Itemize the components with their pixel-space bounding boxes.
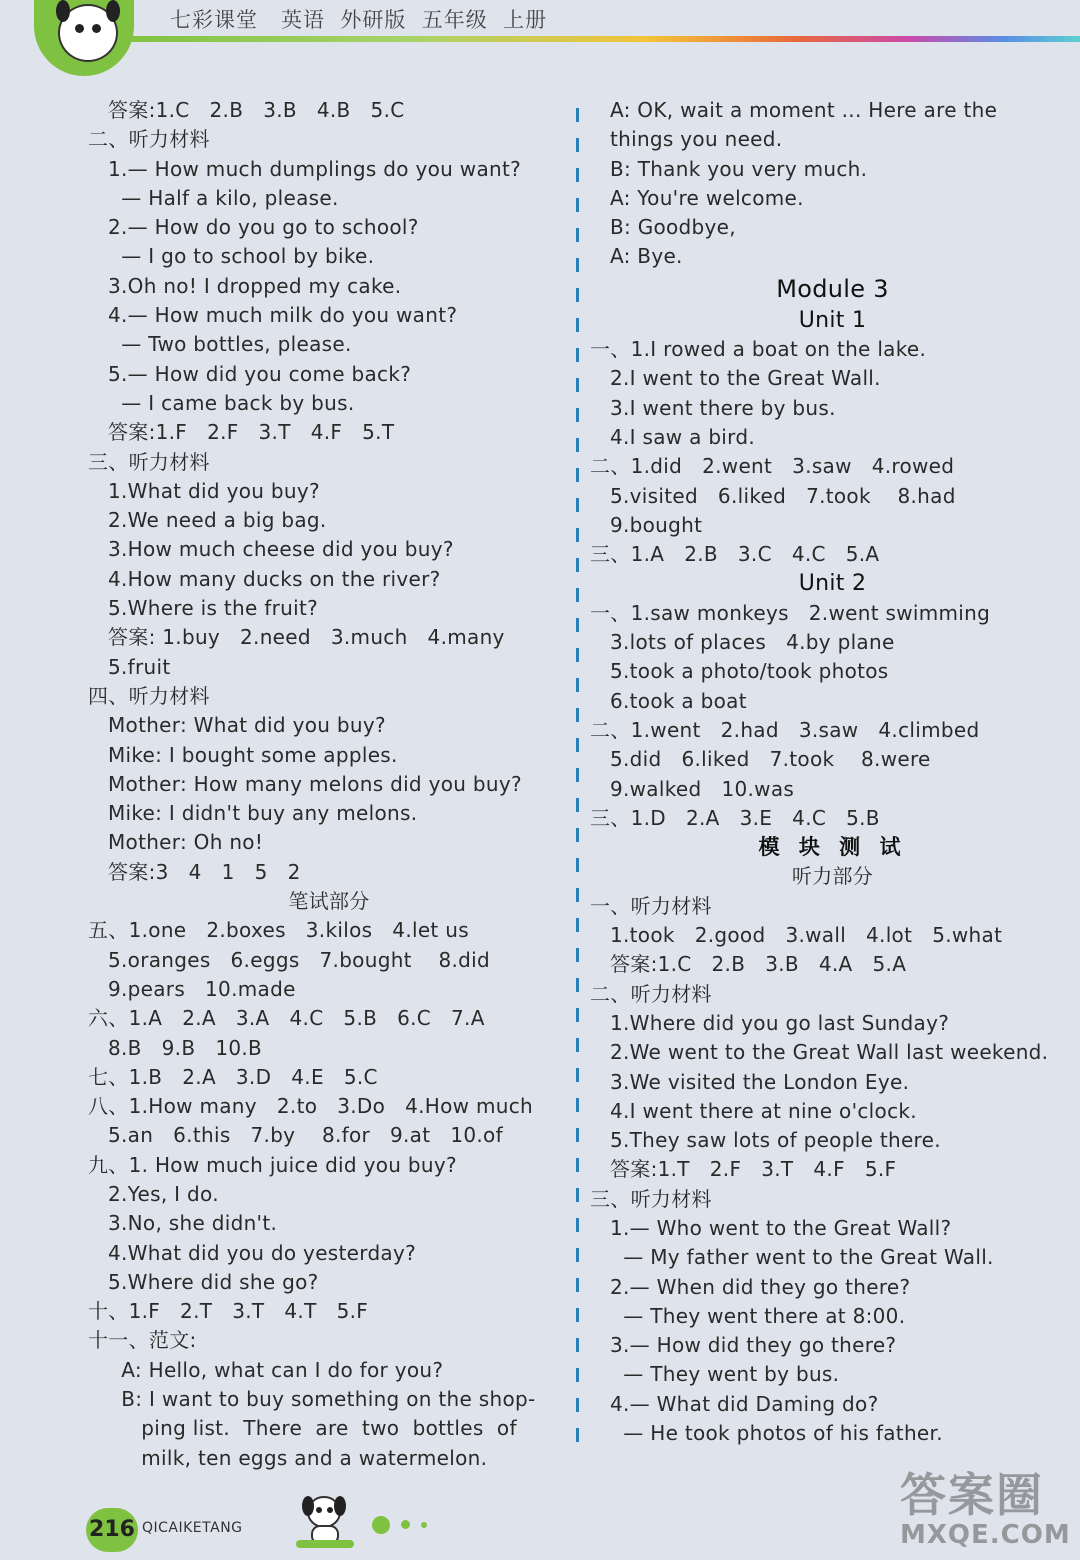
left-column-line: 5.Where is the fruit? — [88, 596, 319, 621]
left-column-line: — I go to school by bike. — [88, 244, 375, 269]
left-column-line: ping list. There are two bottles of — [88, 1416, 517, 1441]
left-column-line: B: I want to buy something on the shop- — [88, 1387, 536, 1412]
left-column-line: milk, ten eggs and a watermelon. — [88, 1445, 488, 1470]
footer-dog-icon — [290, 1488, 360, 1554]
right-column-line: things you need. — [590, 127, 783, 152]
right-column-line: — They went there at 8:00. — [590, 1303, 906, 1328]
right-column-line: 答案:1.T 2.F 3.T 4.F 5.F — [590, 1157, 897, 1182]
left-column-line: 六、1.A 2.A 3.A 4.C 5.B 6.C 7.A — [88, 1006, 485, 1031]
left-column-line: Mike: I didn't buy any melons. — [88, 801, 418, 826]
left-column-line: — I came back by bus. — [88, 390, 355, 415]
left-column-line: 五、1.one 2.boxes 3.kilos 4.let us — [88, 918, 469, 943]
left-column-line: 七、1.B 2.A 3.D 4.E 5.C — [88, 1064, 378, 1089]
left-column-line: 十、1.F 2.T 3.T 4.T 5.F — [88, 1299, 369, 1324]
left-column-line: A: Hello, what can I do for you? — [88, 1357, 444, 1382]
left-column-line: 5.an 6.this 7.by 8.for 9.at 10.of — [88, 1123, 503, 1148]
left-column-line: 1.— How much dumplings do you want? — [88, 156, 522, 181]
right-column-line: 3.We visited the London Eye. — [590, 1069, 910, 1094]
right-column-line: 二、1.did 2.went 3.saw 4.rowed — [590, 454, 955, 479]
book-title: 七彩课堂 英语 外研版 五年级 上册 — [170, 8, 548, 32]
right-column-line: 模 块 测 试 — [758, 835, 907, 860]
right-column-line: 三、1.D 2.A 3.E 4.C 5.B — [590, 805, 880, 830]
dog-mascot-icon — [58, 4, 118, 62]
right-column-line: 5.took a photo/took photos — [590, 659, 889, 684]
left-column-line: 3.Oh no! I dropped my cake. — [88, 273, 402, 298]
left-column-line: 5.oranges 6.eggs 7.bought 8.did — [88, 947, 490, 972]
left-column-line: 八、1.How many 2.to 3.Do 4.How much — [88, 1094, 534, 1119]
left-column-line: — Two bottles, please. — [88, 332, 352, 357]
right-column-line: 5.They saw lots of people there. — [590, 1128, 941, 1153]
left-column-line: 3.How much cheese did you buy? — [88, 537, 454, 562]
left-column-line: 答案:1.F 2.F 3.T 4.F 5.T — [88, 420, 395, 445]
left-column-line: 答案: 1.buy 2.need 3.much 4.many — [88, 625, 505, 650]
right-column-line: 听力部分 — [791, 864, 874, 889]
right-column-line: 二、1.went 2.had 3.saw 4.climbed — [590, 717, 980, 742]
left-column-line: — Half a kilo, please. — [88, 185, 339, 210]
left-column-line: 8.B 9.B 10.B — [88, 1035, 263, 1060]
left-column-line: 四、听力材料 — [88, 683, 210, 708]
right-column-line: B: Goodbye, — [590, 215, 736, 240]
right-column-line: 1.Where did you go last Sunday? — [590, 1010, 950, 1035]
right-column-line: A: You're welcome. — [590, 185, 804, 210]
left-column-line: 2.Yes, I do. — [88, 1181, 219, 1206]
left-column-line: 十一、范文: — [88, 1328, 197, 1353]
right-column-line: Unit 1 — [798, 307, 867, 333]
right-column-line: 答案:1.C 2.B 3.B 4.A 5.A — [590, 952, 907, 977]
watermark — [900, 1470, 1078, 1558]
right-column-line: A: OK, wait a moment ... Here are the — [590, 98, 998, 122]
right-column-line: 1.took 2.good 3.wall 4.lot 5.what — [590, 923, 1003, 948]
right-column-line: 5.visited 6.liked 7.took 8.had — [590, 483, 956, 508]
right-column-line: — My father went to the Great Wall. — [590, 1245, 994, 1270]
right-column-line: 三、听力材料 — [590, 1186, 712, 1211]
right-column-line: Unit 2 — [798, 571, 867, 597]
right-column-line: 2.We went to the Great Wall last weekend. — [590, 1040, 1049, 1065]
left-column — [88, 96, 570, 1473]
left-column-line: 5.fruit — [88, 654, 171, 679]
right-column-line: 5.did 6.liked 7.took 8.were — [590, 747, 931, 772]
left-column-line: Mother: Oh no! — [88, 830, 264, 855]
footer-dots — [372, 1514, 433, 1534]
left-column-line: 笔试部分 — [288, 889, 370, 914]
left-column-line: 答案:3 4 1 5 2 — [88, 859, 301, 884]
page-header — [0, 0, 1080, 70]
left-column-line: 答案:1.C 2.B 3.B 4.B 5.C — [88, 98, 405, 122]
right-column-line: 2.— When did they go there? — [590, 1274, 911, 1299]
watermark-title: 答案圈 — [900, 1468, 1044, 1522]
right-column-line: 3.— How did they go there? — [590, 1333, 897, 1358]
right-column-line: 二、听力材料 — [590, 981, 712, 1006]
right-column-line: 4.I saw a bird. — [590, 424, 755, 449]
left-column-line: 3.No, she didn't. — [88, 1211, 278, 1236]
left-column-line: Mike: I bought some apples. — [88, 742, 398, 767]
left-column-line: 4.What did you do yesterday? — [88, 1240, 417, 1265]
left-column-line: 5.Where did she go? — [88, 1269, 319, 1294]
left-column-line: 2.— How do you go to school? — [88, 215, 419, 240]
right-column-line: 1.— Who went to the Great Wall? — [590, 1215, 952, 1240]
left-column-line: 二、听力材料 — [88, 127, 210, 152]
right-column-line: 一、1.saw monkeys 2.went swimming — [590, 600, 991, 625]
left-column-line: 4.How many ducks on the river? — [88, 566, 441, 591]
right-column-line: — They went by bus. — [590, 1362, 840, 1387]
left-column-line: 1.What did you buy? — [88, 478, 320, 503]
right-column-line: 6.took a boat — [590, 688, 747, 713]
right-column-line: 3.lots of places 4.by plane — [590, 630, 895, 655]
right-column-line: — He took photos of his father. — [590, 1421, 943, 1446]
right-column-line: 2.I went to the Great Wall. — [590, 366, 881, 391]
left-column-line: 4.— How much milk do you want? — [88, 303, 458, 328]
right-column-line: 9.walked 10.was — [590, 776, 795, 801]
right-column-line: 一、听力材料 — [590, 893, 712, 918]
footer-brand: QICAIKETANG — [142, 1520, 243, 1536]
right-column-line: Module 3 — [776, 274, 889, 303]
left-column-line: Mother: What did you buy? — [88, 713, 386, 738]
right-column-line: 一、1.I rowed a boat on the lake. — [590, 337, 927, 362]
right-column-line: 9.bought — [590, 512, 703, 537]
left-column-line: 9.pears 10.made — [88, 976, 296, 1001]
left-column-line: Mother: How many melons did you buy? — [88, 771, 522, 796]
left-column-line: 5.— How did you come back? — [88, 361, 412, 386]
watermark-url: MXQE.COM — [900, 1520, 1071, 1550]
header-rainbow-rule — [120, 36, 1080, 42]
column-divider — [576, 108, 579, 1458]
right-column-line: 4.I went there at nine o'clock. — [590, 1098, 917, 1123]
left-column-line: 三、听力材料 — [88, 449, 210, 474]
left-column-line: 2.We need a big bag. — [88, 508, 327, 533]
page-number: 216 — [86, 1508, 138, 1552]
right-column — [590, 96, 1075, 1448]
right-column-line: 4.— What did Daming do? — [590, 1391, 879, 1416]
right-column-line: 三、1.A 2.B 3.C 4.C 5.A — [590, 542, 880, 567]
left-column-line: 九、1. How much juice did you buy? — [88, 1152, 457, 1177]
right-column-line: A: Bye. — [590, 244, 683, 269]
right-column-line: B: Thank you very much. — [590, 156, 868, 181]
right-column-line: 3.I went there by bus. — [590, 395, 836, 420]
